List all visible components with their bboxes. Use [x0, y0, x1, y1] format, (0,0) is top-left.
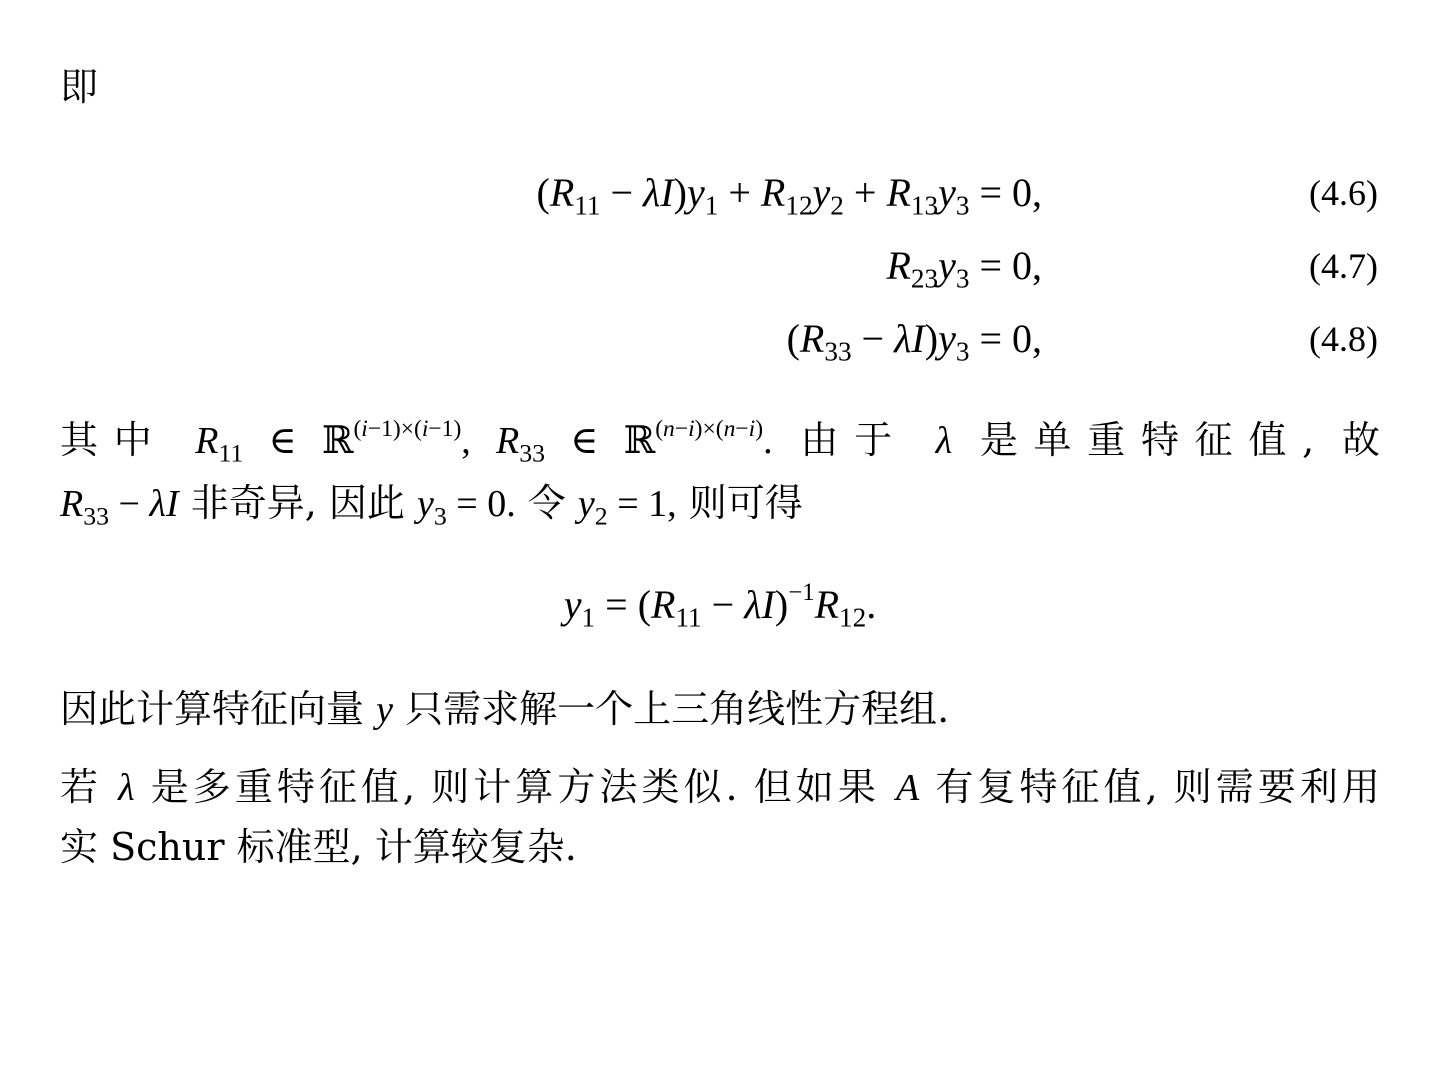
para1-text: 是单重特征值, 故	[979, 418, 1380, 462]
math-inline: $y_2 = 1$,	[577, 483, 677, 531]
intro-text: 即	[60, 65, 99, 109]
paragraph-1-line-2	[60, 478, 803, 529]
para3-text: 是多重特征值, 则计算方法类似. 但如果	[150, 765, 880, 809]
para1-text: 非奇异, 因此	[190, 481, 405, 525]
paragraph-1-line-1	[60, 415, 1380, 466]
math-inline: $R_{11}$ ∈ ℝ$^{(i-1)\times(i-1)}$, $R_{33}$ ∈ ℝ$^{(n-i)\times(n-i)}$.	[195, 416, 773, 468]
paragraph-2	[60, 684, 949, 735]
equation-number: (4.6)	[1309, 173, 1378, 213]
math-inline: λ	[935, 420, 953, 462]
math-inline: y	[376, 689, 393, 731]
math-inline: $R_{33} - \lambda I$	[60, 483, 179, 531]
equation-4-6: $(R_{11} - \lambda I)y_1 + R_{12}y_2 + R_{13}y_3 = 0$,	[536, 170, 1042, 221]
paragraph-3-line-1	[60, 762, 1380, 813]
math-inline: $y_3 = 0$.	[416, 483, 516, 531]
para1-text: 其中	[60, 418, 168, 462]
para3-text: 有复特征值, 则需要利用	[935, 765, 1380, 809]
equation-number: (4.7)	[1309, 246, 1378, 286]
para3-text: 若	[60, 765, 103, 809]
para1-text: 由于	[800, 418, 908, 462]
para2-text: 因此计算特征向量	[60, 687, 365, 731]
math-inline: A	[895, 767, 920, 809]
para2-text: 只需求解一个上三角线性方程组.	[405, 687, 950, 731]
equation-number: (4.8)	[1309, 319, 1378, 359]
para1-text: 令	[527, 481, 566, 525]
math-inline: λ	[118, 767, 135, 809]
para1-text: 则可得	[688, 481, 803, 525]
equation-4-8: $(R_{33} - \lambda I)y_3 = 0$,	[786, 316, 1042, 367]
equation-4-7: $R_{23}y_3 = 0$,	[886, 243, 1042, 294]
display-equation-y1: $y_1 = (R_{11} - \lambda I)^{-1}R_{12}$.	[563, 579, 877, 633]
paragraph-3-line-2: 实 Schur 标准型, 计算较复杂.	[60, 825, 577, 869]
